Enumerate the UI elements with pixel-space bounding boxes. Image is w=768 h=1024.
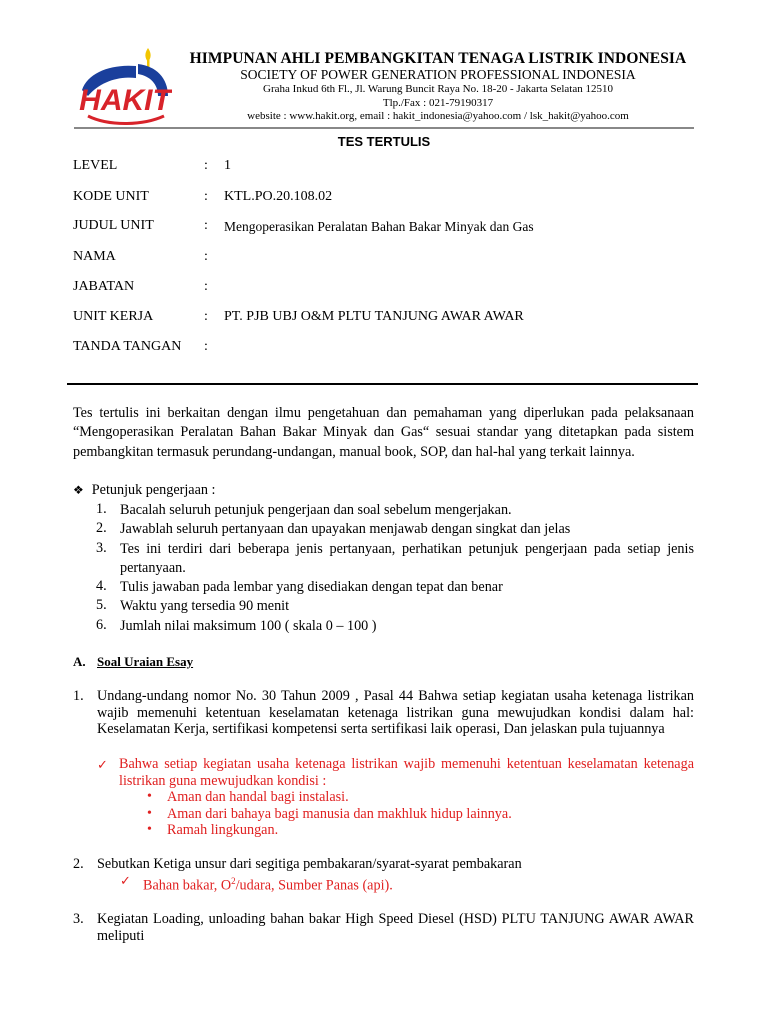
question-number: 2.: [73, 856, 84, 872]
bullet-dot-icon: •: [147, 789, 152, 804]
diamond-bullet-icon: ❖: [73, 483, 84, 497]
instruction-text: Tes ini terdiri dari beberapa jenis pertanyaan, perhatikan petunjuk pengerjaan pada setiap jenis pertanyaan.: [120, 541, 694, 576]
instruction-number: 6.: [96, 617, 107, 633]
field-label-judul-unit: JUDUL UNIT: [73, 218, 154, 233]
field-label-nama: NAMA: [73, 249, 116, 264]
answer-text-part: Bahan bakar, O: [143, 877, 232, 894]
answer-sub-item: Aman dan handal bagi instalasi.: [167, 789, 349, 805]
answer-text: Bahwa setiap kegiatan usaha ketenaga listrikan wajib memenuhi ketentuan keselamatan ketenaga listrikan guna mewujudkan kondisi :: [119, 756, 694, 789]
check-icon: ✓: [97, 757, 108, 772]
field-value-kode-unit: KTL.PO.20.108.02: [224, 189, 333, 204]
instructions-heading: [73, 482, 215, 499]
question-text: Kegiatan Loading, unloading bahan bakar High Speed Diesel (HSD) PLTU TANJUNG AWAR AWAR meliputi: [97, 911, 694, 944]
section-divider: [67, 383, 698, 385]
bullet-dot-icon: •: [147, 822, 152, 837]
org-web-email: website : www.hakit.org, email : hakit_indonesia@yahoo.com / lsk_hakit@yahoo.com: [247, 110, 629, 122]
question-text: Undang-undang nomor No. 30 Tahun 2009 , Pasal 44 Bahwa setiap kegiatan usaha ketenaga listrikan wajib memenuhi ketentuan keselamatan ketenaga listrikan guna mewujudkan kondisi dalam hal: Keselamatan Kerja, sertifikasi kompetensi serta sertifikasi laik operasi, Dan jelaskan pula tujuannya: [97, 688, 694, 737]
field-label-kode-unit: KODE UNIT: [73, 189, 149, 204]
instructions-heading-text: Petunjuk pengerjaan :: [91, 482, 216, 498]
question-number: 3.: [73, 911, 84, 927]
instruction-text: Jumlah nilai maksimum 100 ( skala 0 – 100 ): [120, 618, 377, 634]
field-label-tanda-tangan: TANDA TANGAN: [73, 339, 182, 354]
field-colon: :: [204, 218, 208, 233]
logo-wordmark: HAKIT: [79, 84, 171, 117]
hakit-logo: [78, 44, 172, 126]
check-icon: ✓: [120, 873, 131, 888]
field-colon: :: [204, 279, 208, 294]
instruction-text: Jawablah seluruh pertanyaan dan upayakan menjawab dengan singkat dan jelas: [120, 521, 571, 537]
field-colon: :: [204, 189, 208, 204]
field-colon: :: [204, 249, 208, 264]
document-title: TES TERTULIS: [337, 134, 431, 149]
instruction-text: Waktu yang tersedia 90 menit: [120, 598, 290, 614]
answer-sub-item: Aman dari bahaya bagi manusia dan makhluk hidup lainnya.: [167, 806, 512, 822]
section-a-title: Soal Uraian Esay: [97, 654, 194, 669]
org-phone: Tlp./Fax : 021-79190317: [382, 97, 494, 109]
field-value-unit-kerja: PT. PJB UBJ O&M PLTU TANJUNG AWAR AWAR: [224, 309, 524, 324]
field-label-jabatan: JABATAN: [73, 279, 135, 294]
answer-text: [143, 873, 393, 894]
intro-paragraph: Tes tertulis ini berkaitan dengan ilmu pengetahuan dan pemahaman yang diperlukan pada pelaksanaan “Mengoperasikan Peralatan Bahan Bakar Minyak dan Gas“ sesuai standar yang ditetapkan pada sistem pembangkitan termasuk perundang-undangan, manual book, SOP, dan hal-hal yang terkait lainnya.: [73, 405, 694, 460]
bullet-dot-icon: •: [147, 806, 152, 821]
field-value-judul-unit: Mengoperasikan Peralatan Bahan Bakar Minyak dan Gas: [224, 219, 534, 234]
question-text: Sebutkan Ketiga unsur dari segitiga pembakaran/syarat-syarat pembakaran: [97, 856, 522, 872]
field-colon: :: [204, 158, 208, 173]
org-address: Graha Inkud 6th Fl., Jl. Warung Buncit Raya No. 18-20 - Jakarta Selatan 12510: [263, 83, 613, 95]
org-name: HIMPUNAN AHLI PEMBANGKITAN TENAGA LISTRIK INDONESIA: [189, 50, 687, 67]
field-colon: :: [204, 309, 208, 324]
instruction-number: 2.: [96, 520, 107, 536]
field-label-level: LEVEL: [73, 158, 118, 173]
instruction-text: Bacalah seluruh petunjuk pengerjaan dan soal sebelum mengerjakan.: [120, 502, 512, 518]
field-colon: :: [204, 339, 208, 354]
instruction-number: 4.: [96, 578, 107, 594]
org-name-en: SOCIETY OF POWER GENERATION PROFESSIONAL INDONESIA: [240, 67, 636, 82]
answer-superscript: 2: [231, 876, 236, 886]
instruction-text: Tulis jawaban pada lembar yang disediakan dengan tepat dan benar: [120, 579, 503, 595]
answer-text-part: /udara, Sumber Panas (api).: [235, 877, 393, 894]
answer-sub-item: Ramah lingkungan.: [167, 822, 279, 838]
field-label-unit-kerja: UNIT KERJA: [73, 309, 154, 324]
instruction-number: 1.: [96, 501, 107, 517]
instruction-number: 5.: [96, 597, 107, 613]
letterhead-divider: [74, 127, 694, 129]
field-value-level: 1: [224, 158, 231, 173]
question-number: 1.: [73, 688, 84, 704]
instruction-number: 3.: [96, 540, 107, 556]
section-a-number: A.: [73, 654, 86, 669]
